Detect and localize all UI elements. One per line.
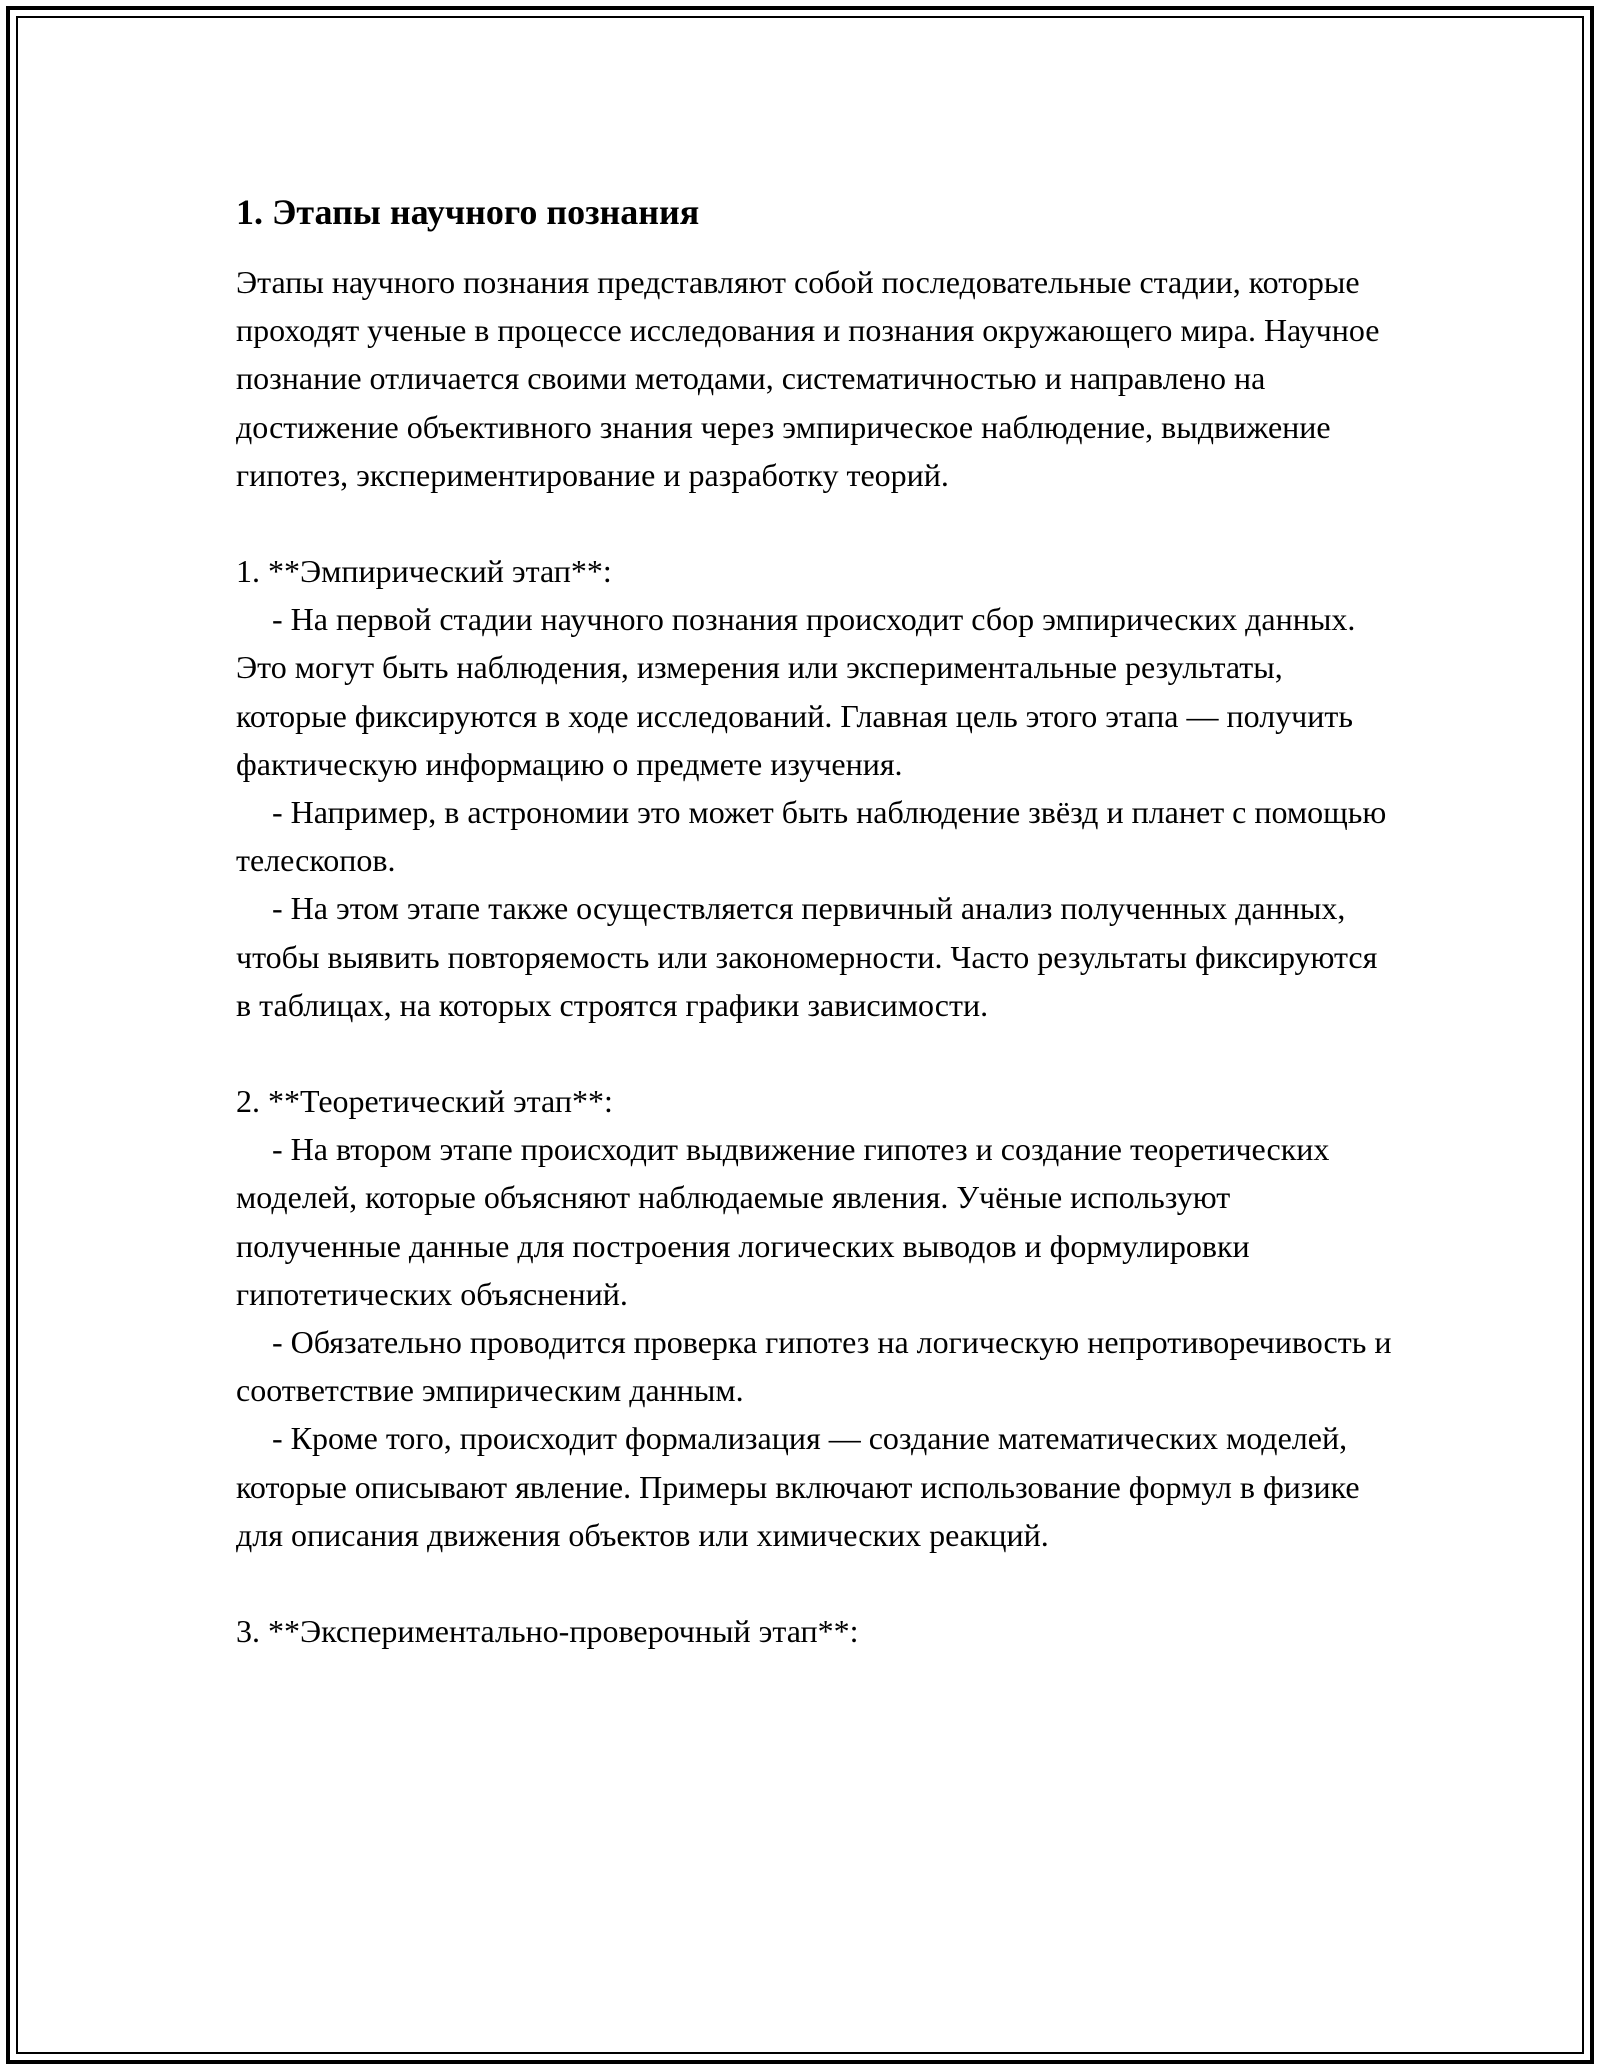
stage-bullet: - Кроме того, происходит формализация — создание математических моделей, которые описывают явление. Примеры включают использование формул в физике для описания движения объектов или химических реакций. [236,1420,1360,1553]
stage-bullet: - Обязательно проводится проверка гипотез на логическую непротиворечивость и соответствие эмпирическим данным. [236,1324,1392,1409]
section-heading: 1. Этапы научного познания [236,192,700,232]
stage-title: 1. **Эмпирический этап**: [236,553,612,590]
stage-title: 3. **Экспериментально-проверочный этап**: [236,1613,859,1650]
intro-paragraph: Этапы научного познания представляют собой последовательные стадии, которые проходят ученые в процессе исследования и познания окружающего мира. Научное познание отличается своими методами, систематичностью и направлено на достижение объективного знания через эмпирическое наблюдение, выдвижение гипотез, экспериментирование и разработку теорий. [236,264,1380,493]
stage-bullet: - На этом этапе также осуществляется первичный анализ полученных данных, чтобы выявить повторяемость или закономерности. Часто результаты фиксируются в таблицах, на которых строятся графики зависимости. [236,890,1378,1023]
stage-bullet: - На первой стадии научного познания происходит сбор эмпирических данных. Это могут быть наблюдения, измерения или экспериментальные результаты, которые фиксируются в ходе исследований. Главная цель этого этапа — получить фактическую информацию о предмете изучения. [236,601,1356,782]
stage-section-empirical [236,547,1396,1029]
paragraph-spacer [236,499,1396,547]
stage-bullet: - На втором этапе происходит выдвижение гипотез и создание теоретических моделей, которые объясняют наблюдаемые явления. Учёные используют полученные данные для построения логических выводов и формулировки гипотетических объяснений. [236,1131,1330,1312]
stage-section-theoretical [236,1077,1396,1559]
document-body [236,188,1396,1655]
paragraph-spacer [236,1029,1396,1077]
stage-section-experimental [236,1607,1396,1655]
stage-bullet: - Например, в астрономии это может быть наблюдение звёзд и планет с помощью телескопов. [236,794,1387,879]
paragraph-spacer [236,1559,1396,1607]
stage-title: 2. **Теоретический этап**: [236,1083,613,1120]
